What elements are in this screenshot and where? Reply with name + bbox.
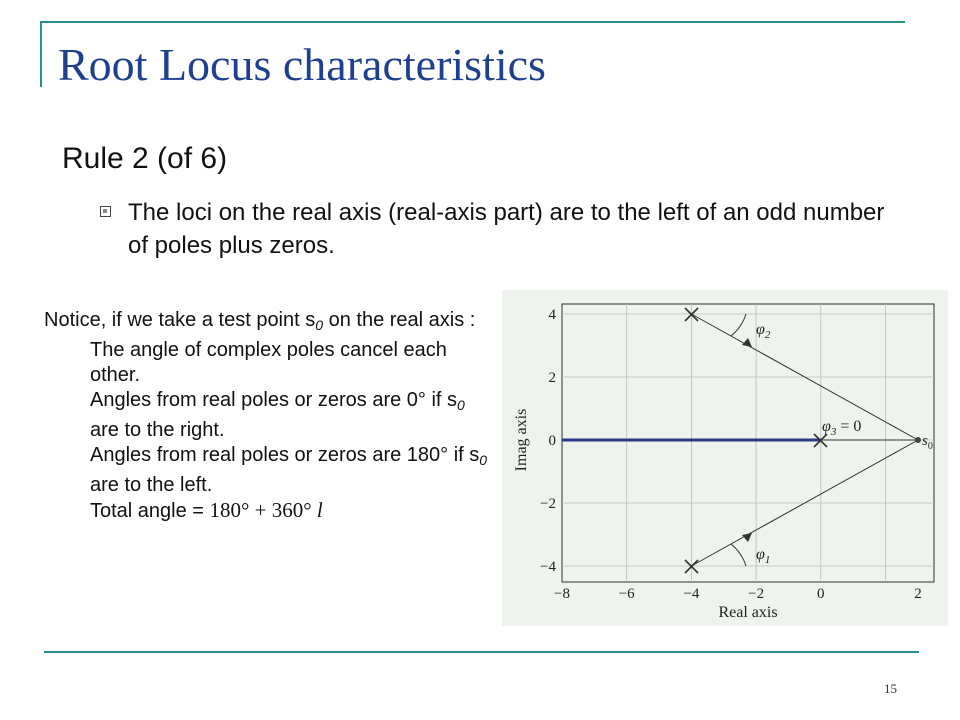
notes-block <box>44 308 494 524</box>
x-axis-label: Real axis <box>718 604 778 621</box>
label-s0: $s_0$ <box>922 433 933 452</box>
x-tick-labels <box>554 586 922 602</box>
x-tick: 0 <box>817 586 825 602</box>
square-bullet-icon <box>100 206 111 217</box>
x-tick: −4 <box>683 586 700 602</box>
rule-heading: Rule 2 (of 6) <box>62 142 228 175</box>
notes-item-3: Angles from real poles or zeros are 180° if $s_0$ are to the left. <box>90 444 488 496</box>
bottom-rule-line <box>44 651 919 653</box>
label-phi1: $\varphi_1$ <box>756 546 771 566</box>
notes-intro: Notice, if we take a test point $s_0$ on the real axis : <box>44 309 476 333</box>
x-tick: −8 <box>554 586 570 602</box>
top-rule-line <box>40 21 905 23</box>
y-tick: 0 <box>548 433 556 449</box>
x-tick: −2 <box>748 586 765 602</box>
test-point-dot <box>915 437 921 443</box>
rule-bullet <box>100 196 890 262</box>
y-tick: 2 <box>548 370 556 386</box>
x-tick: −6 <box>618 586 635 602</box>
page-number: 15 <box>884 681 897 696</box>
arc-phi1 <box>731 544 746 566</box>
x-tick: 2 <box>914 586 922 602</box>
y-tick: 4 <box>548 307 556 323</box>
y-tick-labels <box>540 307 556 575</box>
y-tick: −4 <box>540 559 556 575</box>
notes-item-2: Angles from real poles or zeros are 0° if $s_0$ are to the right. <box>90 389 465 441</box>
label-phi2: $\varphi_2$ <box>756 321 771 341</box>
label-phi3: $\varphi_3 = 0$ <box>822 418 862 438</box>
notes-item-4: Total angle = 180° + 360° l <box>90 498 323 522</box>
y-tick: −2 <box>540 496 556 512</box>
slide-title: Root Locus characteristics <box>58 39 546 90</box>
root-locus-plot <box>502 290 948 626</box>
y-axis-label: Imag axis <box>513 408 530 472</box>
left-rule-line <box>40 21 42 87</box>
arc-phi2 <box>731 314 746 336</box>
root-locus-figure <box>502 290 948 626</box>
rule-text: The loci on the real axis (real-axis part) are to the left of an odd number of poles plus zeros. <box>128 199 885 259</box>
notes-item-1: The angle of complex poles cancel each other. <box>90 339 447 386</box>
